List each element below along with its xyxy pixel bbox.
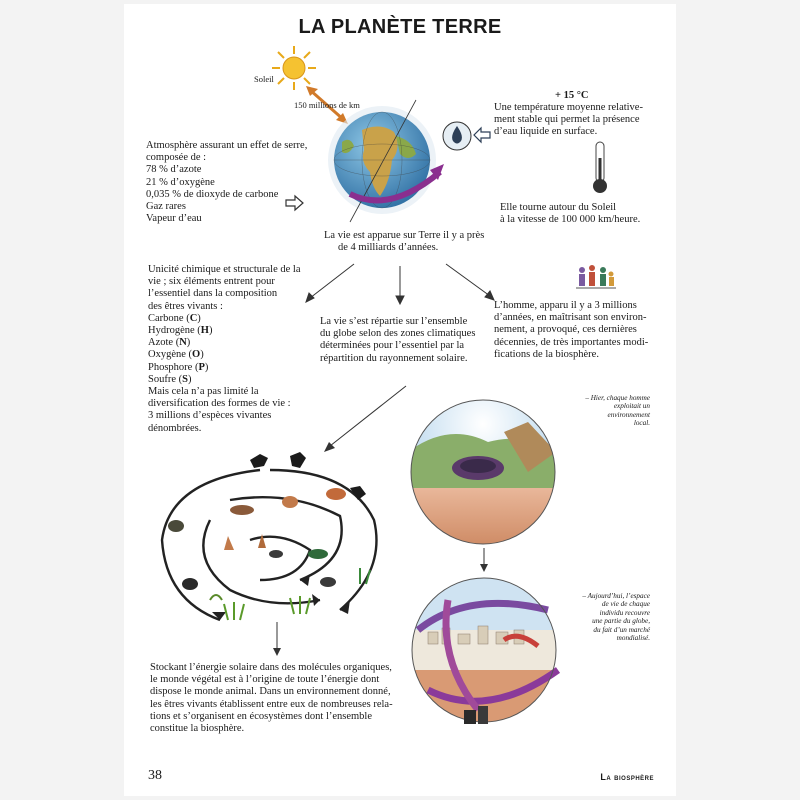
- caption-past: – Hier, chaque homme exploitait un environnement local.: [585, 394, 650, 428]
- element-item: Hydrogène (H): [148, 325, 213, 337]
- element-item: Soufre (S): [148, 373, 192, 385]
- caption-today: – Aujourd’hui, l’espace de vie de chaque individu recouvre une partie du globe, du fait d’un marché mondialisé.: [582, 592, 650, 643]
- page-title: LA PLANÈTE TERRE: [298, 16, 502, 38]
- time-arrow: [479, 548, 489, 572]
- elements-text: Unicité chimique et structurale de la vie ; six éléments entrent pour l’essentiel dans la composition des êtres vivants : Carbone (C) Hydrogène (H) Azote (N) Oxygène (O) Phosphore (P) Soufre (S) Mais cela n’a pas limité la diversification des formes de vie : 3 millions d’espèces vivantes dénombrées.: [148, 264, 318, 435]
- atmosphere-arrow-icon: [286, 196, 304, 210]
- today-world-globe: [408, 570, 568, 730]
- past-world-globe: [408, 392, 558, 552]
- atmosphere-text: Atmosphère assurant un effet de serre, composée de : 78 % d’azote 21 % d’oxygène 0,035 % de dioxyde de carbone Gaz rares Vapeur d’eau: [146, 140, 308, 225]
- energy-arrow: [272, 622, 282, 656]
- water-arrow-icon: [474, 128, 490, 142]
- thermometer-icon: [590, 140, 610, 196]
- orbit-text: Elle tourne autour du Soleil à la vitesse de 100 000 km/heure.: [500, 202, 641, 226]
- section-title: La biosphère: [600, 772, 654, 782]
- element-item: Carbone (C): [148, 312, 201, 324]
- energy-paragraph: Stockant l’énergie solaire dans des molécules organiques, le monde végétal est à l’origine de toute l’énergie dont dispose le monde animal. Dans un environnement donné, les êtres vivants établissent entre eux de nombreuses rela- tions et s’organisent en écosystèmes dont l’ensemble constitue la biosphère.: [150, 662, 393, 735]
- temperature-text: Une température moyenne relative- ment stable qui permet la présence d’eau liquide en surface.: [494, 102, 643, 138]
- humans-text: L’homme, apparu il y a 3 millions d’années, en maîtrisant son environ- nement, a provoqué, ces dernières décennies, de très importantes modi- fications de la biosphère.: [494, 300, 649, 360]
- sun-label: Soleil: [254, 74, 274, 84]
- page: [124, 4, 676, 796]
- temperature-value: + 15 °C: [555, 90, 589, 101]
- distribution-text: La vie s’est répartie sur l’ensemble du globe selon des zones climatiques déterminées pour l’essentiel par la répartition du rayonnement solaire.: [320, 316, 476, 364]
- ecosystem-arrow: [320, 384, 410, 454]
- life-origin-text: La vie est apparue sur Terre il y a près de 4 milliards d’années.: [324, 230, 485, 254]
- food-web-illustration: [150, 450, 390, 636]
- water-drop-icon: [442, 120, 472, 152]
- earth-globe: [320, 102, 450, 222]
- element-item: Oxygène (O): [148, 349, 204, 361]
- element-item: Azote (N): [148, 337, 191, 349]
- page-number: 38: [148, 768, 162, 783]
- people-icon: [576, 264, 616, 294]
- branch-arrows: [304, 260, 504, 306]
- distance-label: 150 millions de km: [294, 100, 360, 110]
- element-item: Phosphore (P): [148, 361, 209, 373]
